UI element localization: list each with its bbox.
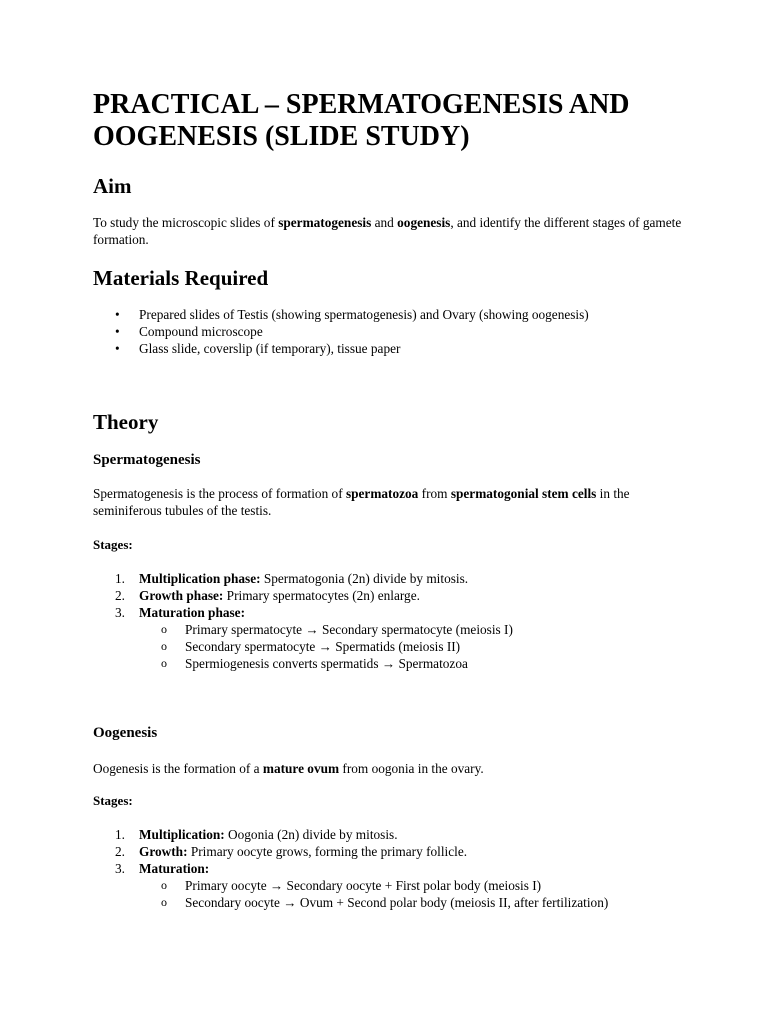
maturation-step-text: Secondary spermatocyte → Spermatids (meiosis II) [185,639,461,654]
sub-bullet-marker: o [161,878,167,892]
sub-bullet-marker: o [161,622,167,636]
spermatogenesis-text [93,485,683,519]
materials-list [93,306,693,357]
maturation-step [139,877,609,894]
aim-text-part: To study the microscopic slides of [93,215,279,230]
aim-text [93,214,683,248]
oogenesis-text-part: from oogonia in the ovary. [339,761,484,776]
stage-text: Oogonia (2n) divide by mitosis. [224,827,398,842]
page-title: PRACTICAL – SPERMATOGENESIS AND OOGENESIS (SLIDE STUDY) [93,89,630,152]
stage-item [93,843,693,860]
stage-text: Primary oocyte grows, forming the primary follicle. [187,844,468,859]
sub-bullet-marker: o [161,656,167,670]
stage-label: Multiplication: [139,827,225,842]
bold-mature-ovum: mature ovum [262,761,340,776]
maturation-step-text: Primary spermatocyte → Secondary spermatocyte (meiosis I) [185,622,513,637]
aim-bold-oogenesis: oogenesis [397,215,451,230]
spermatogenesis-text-part: in the seminiferous tubules of the testis. [93,486,630,518]
materials-item: • Compound microscope [93,323,693,340]
spermatogenesis-heading: Spermatogenesis [93,452,201,468]
stage-item [93,570,693,587]
materials-heading: Materials Required [93,266,269,290]
stage-item [93,860,693,911]
maturation-step-text: Secondary oocyte → Ovum + Second polar body (meiosis II, after fertilization) [185,895,609,910]
stage-number: 2. [115,844,125,859]
aim-heading: Aim [93,174,132,198]
stage-number: 2. [115,588,125,603]
stage-text: Spermatogonia (2n) divide by mitosis. [260,571,469,586]
stage-number: 1. [115,571,125,586]
maturation-step [139,655,693,672]
spermatogenesis-text-part: from [418,486,451,501]
theory-heading: Theory [93,410,159,434]
sub-bullet-marker: o [161,895,167,909]
maturation-step [139,894,609,911]
stage-number: 3. [115,605,125,620]
maturation-step-text: Primary oocyte → Secondary oocyte + First polar body (meiosis I) [185,878,542,893]
bold-spermatozoa: spermatozoa [345,486,419,501]
stage-label: Maturation phase: [139,605,246,620]
bold-spermatogonial-stem-cells: spermatogonial stem cells [450,486,597,501]
stage-item [93,604,693,672]
materials-item: • Prepared slides of Testis (showing spermatogenesis) and Ovary (showing oogenesis) [93,306,693,323]
oogenesis-stages-label: Stages: [93,793,133,808]
spermatogenesis-stages-list [93,570,693,672]
stage-item [93,587,693,604]
spermatogenesis-text-part: Spermatogenesis is the process of formation of [93,486,346,501]
stage-label: Growth phase: [139,588,224,603]
maturation-step-text: Spermiogenesis converts spermatids → Spermatozoa [185,656,468,671]
aim-bold-spermatogenesis: spermatogenesis [278,215,372,230]
oogenesis-heading: Oogenesis [93,725,158,741]
aim-text-part: and [371,215,398,230]
maturation-step [139,638,693,655]
oogenesis-text [93,760,683,777]
materials-item: • Glass slide, coverslip (if temporary), tissue paper [93,340,693,357]
stage-item [93,826,693,843]
aim-text-part: , and identify the different stages of gamete formation. [93,215,682,247]
spermatogenesis-stages-label: Stages: [93,537,133,552]
maturation-sublist [139,621,693,672]
stage-label: Maturation: [139,861,210,876]
stage-number: 3. [115,861,125,876]
maturation-step [139,621,693,638]
oogenesis-stages-list [93,826,693,911]
maturation-sublist [139,877,609,911]
stage-number: 1. [115,827,125,842]
stage-text: Primary spermatocytes (2n) enlarge. [223,588,420,603]
stage-label: Multiplication phase: [139,571,261,586]
oogenesis-text-part: Oogenesis is the formation of a [93,761,263,776]
sub-bullet-marker: o [161,639,167,653]
stage-label: Growth: [139,844,188,859]
